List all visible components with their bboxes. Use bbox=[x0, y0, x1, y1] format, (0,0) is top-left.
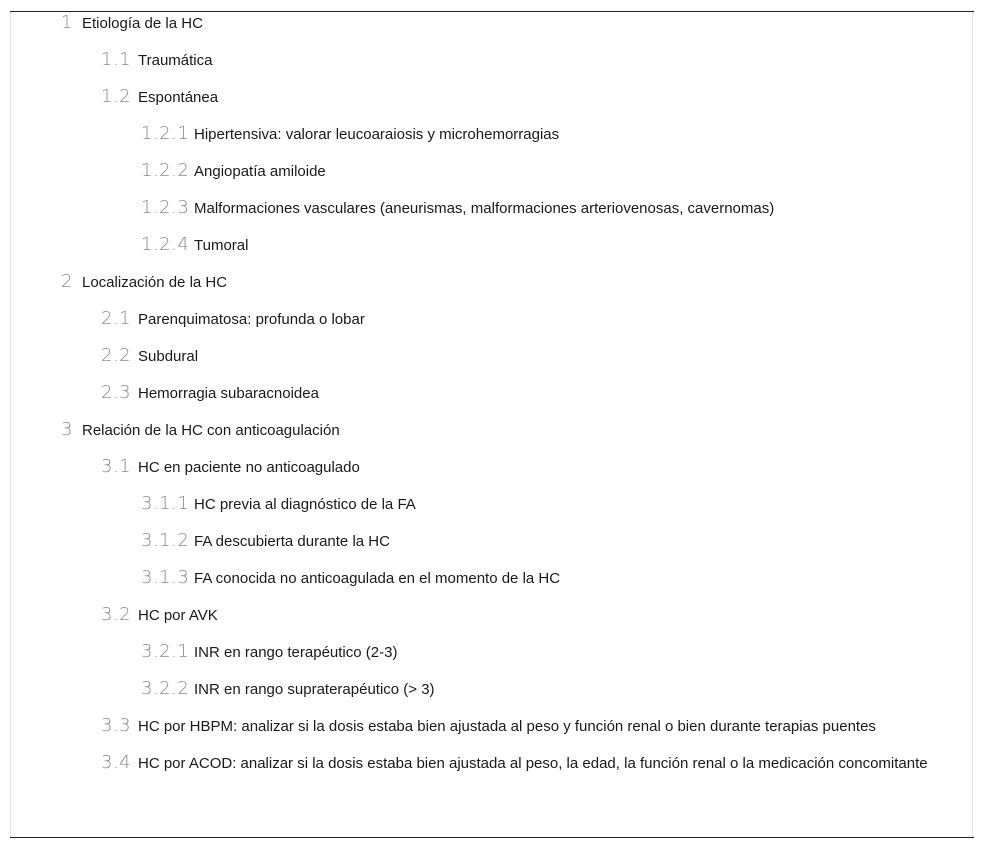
outline-text: FA descubierta durante la HC bbox=[194, 533, 390, 550]
outline-number: 1 bbox=[61, 12, 73, 33]
outline-text: Relación de la HC con anticoagulación bbox=[82, 422, 340, 439]
outline-number: 3.4 bbox=[101, 752, 132, 773]
outline-number: 3.1.2 bbox=[141, 530, 190, 551]
outline-text: Parenquimatosa: profunda o lobar bbox=[138, 311, 365, 328]
outline-number: 2 bbox=[61, 271, 73, 292]
outline-number: 3.1.3 bbox=[141, 567, 190, 588]
outline-text: Localización de la HC bbox=[82, 274, 228, 291]
outline-number: 1.2.2 bbox=[141, 160, 190, 181]
outline-number: 1.2.1 bbox=[141, 123, 190, 144]
outline-number: 1.2.3 bbox=[141, 197, 190, 218]
outline-number: 3.3 bbox=[101, 715, 132, 736]
outline-text: Malformaciones vasculares (aneurismas, malformaciones arteriovenosas, cavernomas) bbox=[194, 200, 775, 217]
outline-text: Subdural bbox=[138, 348, 199, 365]
outline-text: Traumática bbox=[138, 52, 213, 69]
outline-text: HC por AVK bbox=[138, 607, 218, 624]
top-rule bbox=[10, 11, 974, 12]
outline-text: HC previa al diagnóstico de la FA bbox=[194, 496, 416, 513]
outline-text: HC por HBPM: analizar si la dosis estaba bien ajustada al peso y función renal o bien durante terapias puentes bbox=[138, 718, 876, 735]
outline-number: 2.3 bbox=[101, 382, 132, 403]
outline-number: 1.2.4 bbox=[141, 234, 190, 255]
outline-number: 2.2 bbox=[101, 345, 132, 366]
outline-number: 3.1 bbox=[101, 456, 132, 477]
outline-text: Angiopatía amiloide bbox=[194, 163, 326, 180]
outline-number: 3.2.2 bbox=[141, 678, 190, 699]
outline-number: 3 bbox=[61, 419, 73, 440]
outline-number: 3.1.1 bbox=[141, 493, 190, 514]
outline-number: 3.2 bbox=[101, 604, 132, 625]
outline-text: Espontánea bbox=[138, 89, 219, 106]
outline-text: HC por ACOD: analizar si la dosis estaba bien ajustada al peso, la edad, la función renal o la medicación concomitante bbox=[138, 755, 928, 772]
outline-text: INR en rango supraterapéutico (> 3) bbox=[194, 681, 435, 698]
bottom-rule bbox=[10, 837, 974, 838]
outline-number: 1.2 bbox=[101, 86, 132, 107]
outline-text: HC en paciente no anticoagulado bbox=[138, 459, 360, 476]
outline-number: 2.1 bbox=[101, 308, 132, 329]
outline-text: Hemorragia subaracnoidea bbox=[138, 385, 319, 402]
outline-text: INR en rango terapéutico (2-3) bbox=[194, 644, 398, 661]
outline-number: 3.2.1 bbox=[141, 641, 190, 662]
outline-text: Etiología de la HC bbox=[82, 15, 203, 32]
outline-number: 1.1 bbox=[101, 49, 132, 70]
outline-text: FA conocida no anticoagulada en el momento de la HC bbox=[194, 570, 561, 587]
outline-text: Tumoral bbox=[194, 237, 249, 254]
outline-text: Hipertensiva: valorar leucoaraiosis y microhemorragias bbox=[194, 126, 560, 143]
